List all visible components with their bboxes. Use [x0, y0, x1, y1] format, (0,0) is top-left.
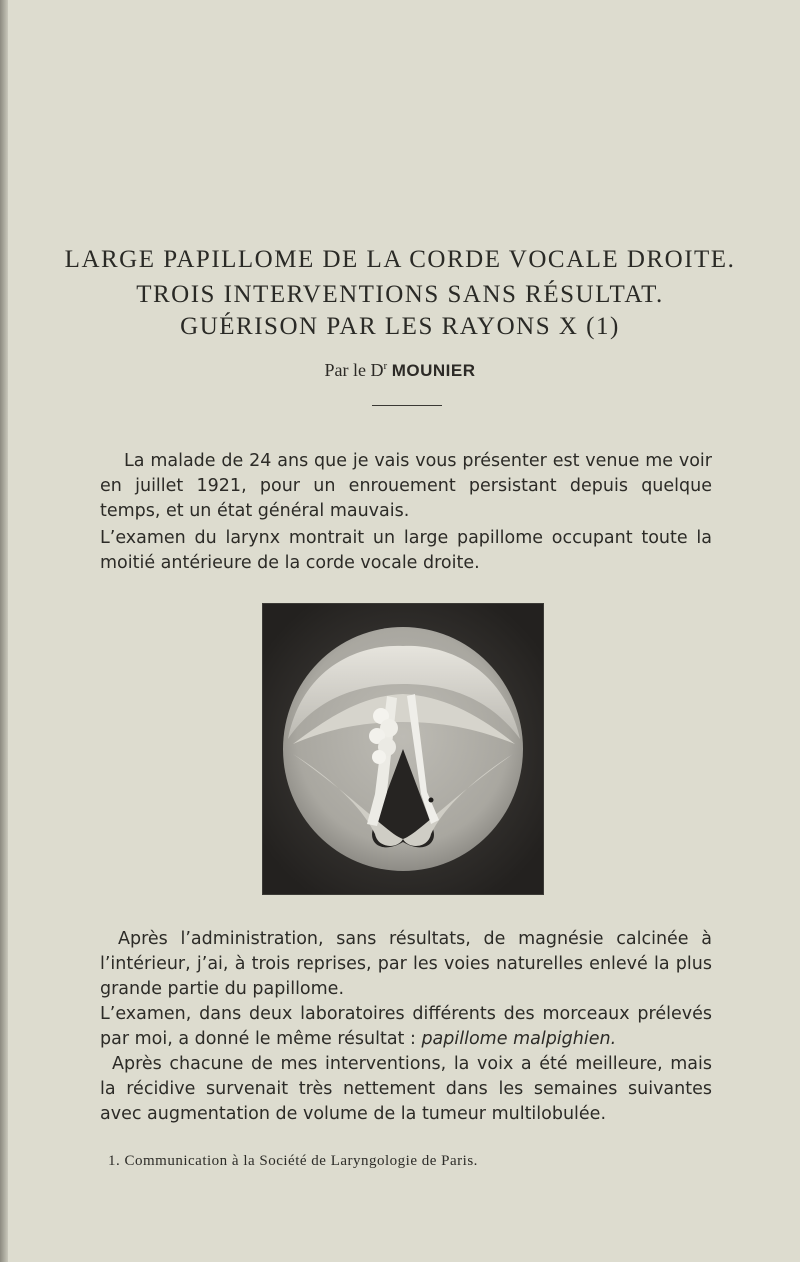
larynx-illustration: [263, 604, 543, 894]
paragraph-5: Après chacune de mes interventions, la voix a été meilleure, mais la récidive survenait très nettement dans les semaines suivantes avec augmentation de volume de la tumeur multilobulée.: [100, 1054, 712, 1124]
article-title-line-2: TROIS INTERVENTIONS SANS RÉSULTAT.: [136, 281, 664, 308]
paragraph-3: Après l’administration, sans résultats, de magnésie calcinée à l’intérieur, j’ai, à trois reprises, par les voies naturelles enlevé la plus grande partie du papillome.: [100, 929, 712, 999]
article-title-line-1: LARGE PAPILLOME DE LA CORDE VOCALE DROITE.: [64, 246, 736, 273]
footnote: 1. Communication à la Société de Laryngologie de Paris.: [108, 1153, 478, 1169]
byline-superscript: r: [383, 360, 388, 372]
divider-rule: [372, 405, 442, 406]
byline-prefix: Par le D: [324, 360, 384, 380]
paragraph-1: La malade de 24 ans que je vais vous présenter est venue me voir en juillet 1921, pour un enrouement persistant depuis quelque temps, et un état général mauvais.: [100, 451, 712, 521]
italic-result: papillome malpighien.: [421, 1029, 617, 1049]
byline: [0, 360, 800, 381]
paragraph-2: L’examen du larynx montrait un large papillome occupant toute la moitié antérieure de la corde vocale droite.: [100, 528, 712, 573]
paragraph-4-text: L’examen, dans deux laboratoires différents des morceaux prélevés par moi, a donné le même résultat :: [100, 1004, 712, 1049]
paragraph-4: [100, 1002, 712, 1052]
author-name: MOUNIER: [391, 361, 476, 380]
page-edge: [0, 0, 8, 1262]
article-title-line-3: GUÉRISON PAR LES RAYONS X (1): [180, 313, 620, 340]
